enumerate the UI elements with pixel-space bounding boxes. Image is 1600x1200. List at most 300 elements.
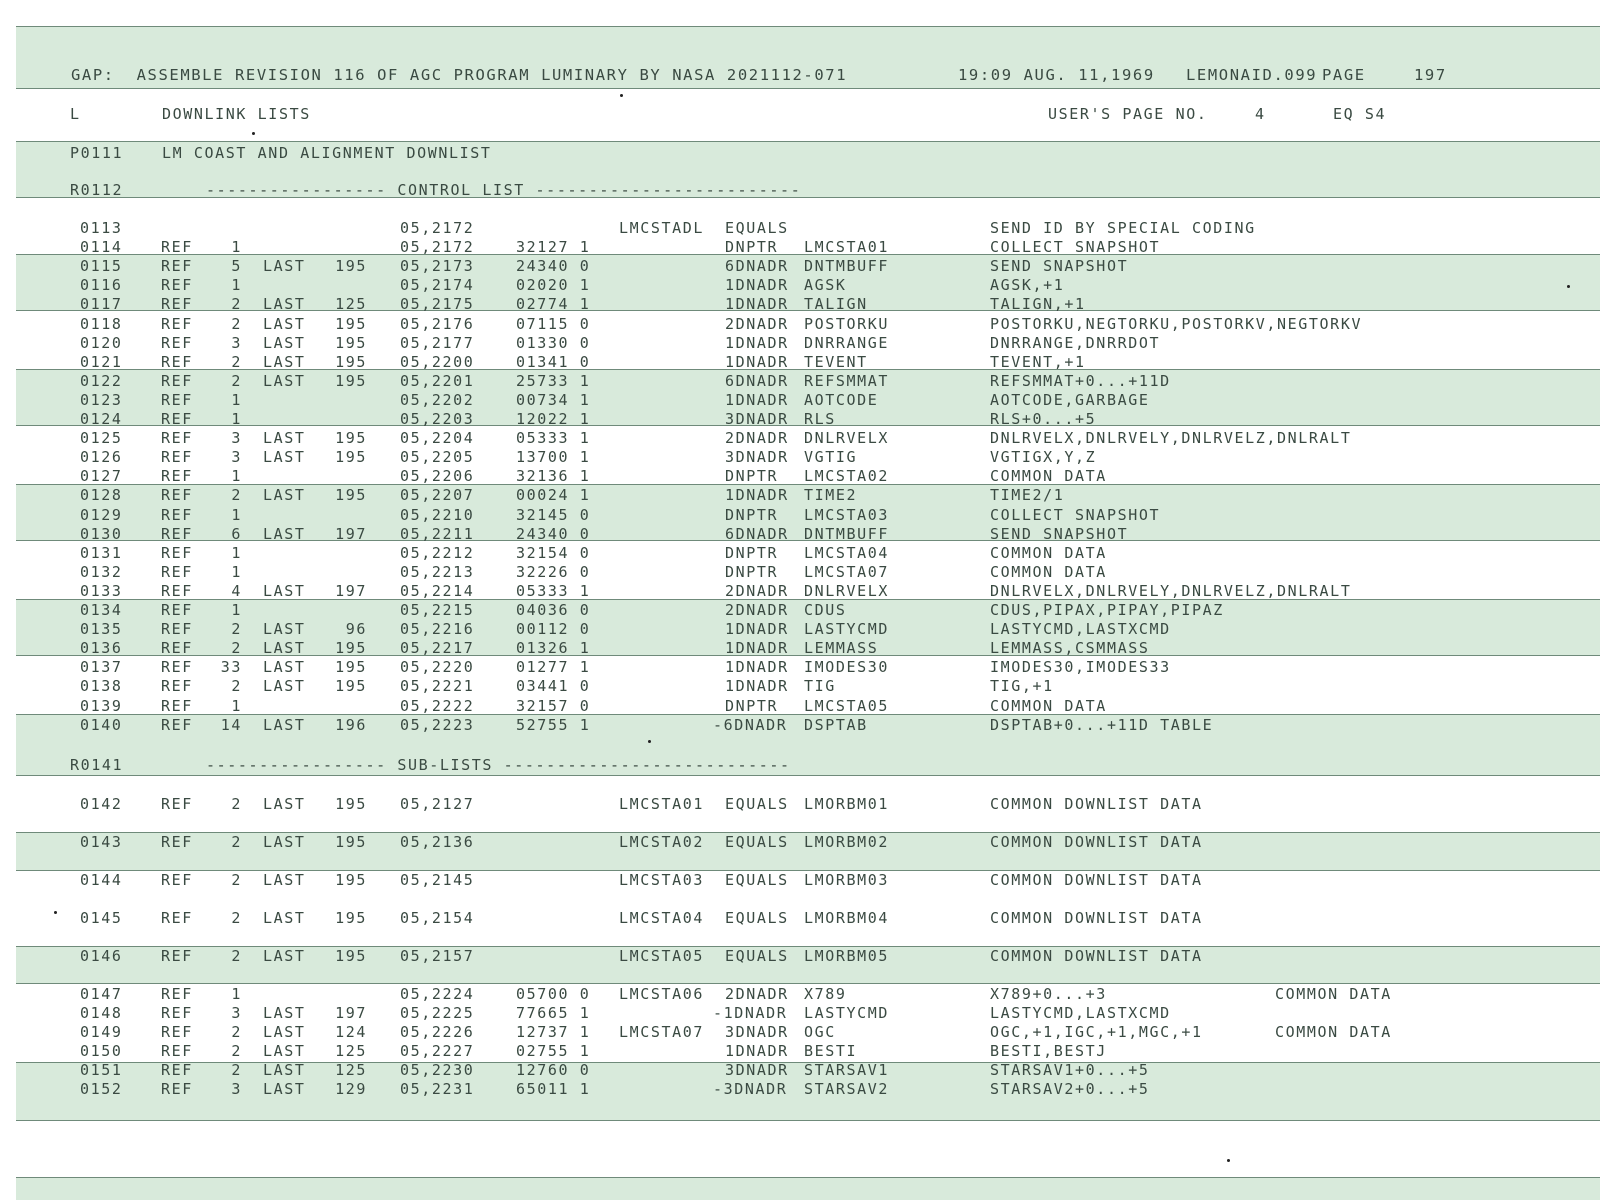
opcode: 1DNADR	[725, 677, 789, 696]
address: 05,2173	[400, 257, 475, 276]
operand: LMCSTA07	[804, 562, 890, 581]
ref-count: 2	[231, 795, 242, 813]
operand: REFSMMAT	[804, 371, 890, 390]
line-number: 0132	[80, 562, 123, 581]
band-rule	[16, 141, 1600, 142]
line-number: 0151	[80, 1061, 123, 1079]
last-label: LAST	[263, 448, 306, 467]
address: 05,2211	[400, 524, 475, 543]
ref-label: REF	[161, 795, 193, 813]
line-number: 0130	[80, 524, 123, 543]
comment: COMMON DOWNLIST DATA	[990, 909, 1203, 927]
operand: VGTIG	[804, 448, 858, 467]
last-label: LAST	[263, 795, 306, 813]
last-page: 195	[335, 486, 367, 505]
address: 05,2227	[400, 1042, 475, 1060]
comment: LASTYCMD,LASTXCMD	[990, 620, 1171, 639]
operand: LMORBM01	[804, 795, 890, 813]
opcode: 3DNADR	[725, 410, 789, 428]
operand: LASTYCMD	[804, 1004, 890, 1022]
opcode: 3DNADR	[725, 448, 789, 467]
line-number: 0138	[80, 677, 123, 696]
octal-word: 32127 1	[516, 238, 591, 257]
octal-word: 24340 0	[516, 257, 591, 276]
opcode: -6DNADR	[713, 715, 788, 734]
address: 05,2220	[400, 658, 475, 677]
symbol-label: LMCSTA06	[619, 985, 705, 1003]
comment: POSTORKU,NEGTORKU,POSTORKV,NEGTORKV	[990, 314, 1363, 333]
control-list-heading: ----------------- CONTROL LIST -------------------------	[206, 181, 802, 199]
ref-label: REF	[161, 620, 193, 639]
symbol-label: LMCSTA03	[619, 871, 705, 889]
ref-count: 2	[231, 295, 242, 314]
last-page: 197	[335, 1004, 367, 1022]
comment: TALIGN,+1	[990, 295, 1086, 314]
line-number: 0125	[80, 429, 123, 448]
ref-label: REF	[161, 238, 193, 257]
octal-word: 05333 1	[516, 429, 591, 448]
last-label: LAST	[263, 871, 306, 889]
opcode: 1DNADR	[725, 486, 789, 505]
band-rule	[16, 88, 1600, 89]
address: 05,2154	[400, 909, 475, 927]
opcode: 3DNADR	[725, 1061, 789, 1079]
operand: IMODES30	[804, 658, 890, 677]
address: 05,2204	[400, 429, 475, 448]
address: 05,2175	[400, 295, 475, 314]
line-number: 0139	[80, 696, 123, 715]
line-number: 0145	[80, 909, 123, 927]
octal-word: 12022 1	[516, 410, 591, 428]
comment: STARSAV2+0...+5	[990, 1080, 1150, 1098]
last-label: LAST	[263, 1080, 306, 1098]
last-page: 195	[335, 639, 367, 658]
print-speck	[648, 740, 651, 743]
address: 05,2206	[400, 467, 475, 486]
octal-word: 65011 1	[516, 1080, 591, 1098]
ref-count: 2	[231, 833, 242, 851]
last-label: LAST	[263, 581, 306, 600]
line-number: 0134	[80, 601, 123, 619]
opcode: -3DNADR	[713, 1080, 788, 1098]
page-title-number: P0111	[70, 144, 124, 162]
opcode: DNPTR	[725, 238, 779, 257]
user-page-label: USER'S PAGE NO.	[1048, 105, 1208, 123]
print-speck	[54, 911, 57, 914]
operand: DNLRVELX	[804, 581, 890, 600]
last-page: 195	[335, 677, 367, 696]
address: 05,2127	[400, 795, 475, 813]
sub-lists-heading: ----------------- SUB-LISTS ---------------------------	[206, 756, 791, 774]
user-page-number: 4	[1255, 105, 1266, 123]
ref-label: REF	[161, 505, 193, 524]
line-number: 0129	[80, 505, 123, 524]
octal-word: 00024 1	[516, 486, 591, 505]
opcode: 2DNADR	[725, 601, 789, 619]
last-label: LAST	[263, 352, 306, 371]
last-page: 125	[335, 295, 367, 314]
ref-label: REF	[161, 696, 193, 715]
extra-comment: COMMON DATA	[1275, 985, 1392, 1003]
operand: DNRRANGE	[804, 333, 890, 352]
address: 05,2223	[400, 715, 475, 734]
ref-label: REF	[161, 581, 193, 600]
last-page: 195	[335, 658, 367, 677]
comment: LEMMASS,CSMMASS	[990, 639, 1150, 658]
ref-label: REF	[161, 333, 193, 352]
octal-word: 32145 0	[516, 505, 591, 524]
comment: COMMON DOWNLIST DATA	[990, 833, 1203, 851]
last-page: 125	[335, 1042, 367, 1060]
operand: LASTYCMD	[804, 620, 890, 639]
last-label: LAST	[263, 257, 306, 276]
ref-count: 3	[231, 1080, 242, 1098]
address: 05,2157	[400, 947, 475, 965]
ref-label: REF	[161, 1004, 193, 1022]
operand: TIME2	[804, 486, 858, 505]
last-label: LAST	[263, 333, 306, 352]
opcode: 1DNADR	[725, 1042, 789, 1060]
comment: COLLECT SNAPSHOT	[990, 238, 1161, 257]
line-number: 0136	[80, 639, 123, 658]
opcode: DNPTR	[725, 467, 779, 486]
opcode: 1DNADR	[725, 658, 789, 677]
ref-count: 2	[231, 1061, 242, 1079]
ref-count: 3	[231, 429, 242, 448]
address: 05,2205	[400, 448, 475, 467]
operand: AGSK	[804, 276, 847, 295]
octal-word: 32226 0	[516, 562, 591, 581]
line-number: 0128	[80, 486, 123, 505]
last-page: 196	[335, 715, 367, 734]
opcode: EQUALS	[725, 871, 789, 889]
ref-count: 2	[231, 677, 242, 696]
line-number: 0133	[80, 581, 123, 600]
octal-word: 02020 1	[516, 276, 591, 295]
operand: DNTMBUFF	[804, 257, 890, 276]
last-page: 195	[335, 833, 367, 851]
octal-word: 12737 1	[516, 1023, 591, 1041]
line-number: 0131	[80, 543, 123, 562]
paper-band	[16, 1177, 1600, 1200]
opcode: EQUALS	[725, 219, 789, 237]
ref-count: 1	[231, 562, 242, 581]
address: 05,2136	[400, 833, 475, 851]
comment: COMMON DATA	[990, 467, 1107, 486]
opcode: 2DNADR	[725, 314, 789, 333]
ref-count: 14	[220, 715, 242, 734]
comment: DNRRANGE,DNRRDOT	[990, 333, 1161, 352]
ref-label: REF	[161, 295, 193, 314]
ref-label: REF	[161, 390, 193, 409]
symbol-label: LMCSTA01	[619, 795, 705, 813]
line-number: 0147	[80, 985, 123, 1003]
address: 05,2221	[400, 677, 475, 696]
line-number: 0114	[80, 238, 123, 257]
operand: OGC	[804, 1023, 836, 1041]
line-number: 0115	[80, 257, 123, 276]
line-number: 0113	[80, 219, 123, 237]
address: 05,2177	[400, 333, 475, 352]
ref-count: 1	[231, 985, 242, 1003]
opcode: 1DNADR	[725, 276, 789, 295]
comment: COMMON DOWNLIST DATA	[990, 871, 1203, 889]
ref-count: 2	[231, 639, 242, 658]
last-label: LAST	[263, 524, 306, 543]
operand: DNTMBUFF	[804, 524, 890, 543]
comment: CDUS,PIPAX,PIPAY,PIPAZ	[990, 601, 1224, 619]
operand: LMORBM02	[804, 833, 890, 851]
opcode: -1DNADR	[713, 1004, 788, 1022]
ref-label: REF	[161, 486, 193, 505]
last-label: LAST	[263, 909, 306, 927]
opcode: 2DNADR	[725, 429, 789, 448]
comment: BESTI,BESTJ	[990, 1042, 1107, 1060]
comment: DNLRVELX,DNLRVELY,DNLRVELZ,DNLRALT	[990, 429, 1352, 448]
comment: TEVENT,+1	[990, 352, 1086, 371]
operand: TIG	[804, 677, 836, 696]
last-page: 195	[335, 371, 367, 390]
address: 05,2207	[400, 486, 475, 505]
band-rule	[16, 775, 1600, 776]
ref-count: 2	[231, 371, 242, 390]
address: 05,2174	[400, 276, 475, 295]
opcode: DNPTR	[725, 696, 779, 715]
ref-label: REF	[161, 448, 193, 467]
octal-word: 01330 0	[516, 333, 591, 352]
address: 05,2226	[400, 1023, 475, 1041]
header-page-label: PAGE	[1322, 66, 1366, 84]
operand: LMCSTA05	[804, 696, 890, 715]
ref-label: REF	[161, 639, 193, 658]
octal-word: 00734 1	[516, 390, 591, 409]
ref-count: 1	[231, 238, 242, 257]
last-page: 195	[335, 448, 367, 467]
ref-label: REF	[161, 1023, 193, 1041]
ref-count: 1	[231, 467, 242, 486]
line-number: 0152	[80, 1080, 123, 1098]
operand: DNLRVELX	[804, 429, 890, 448]
opcode: 1DNADR	[725, 333, 789, 352]
last-label: LAST	[263, 639, 306, 658]
symbol-label: LMCSTA07	[619, 1023, 705, 1041]
last-label: LAST	[263, 1004, 306, 1022]
ref-label: REF	[161, 715, 193, 734]
address: 05,2214	[400, 581, 475, 600]
ref-count: 1	[231, 601, 242, 619]
line-number: 0137	[80, 658, 123, 677]
comment: DNLRVELX,DNLRVELY,DNLRVELZ,DNLRALT	[990, 581, 1352, 600]
last-page: 195	[335, 333, 367, 352]
line-number: 0148	[80, 1004, 123, 1022]
last-label: LAST	[263, 295, 306, 314]
last-page: 195	[335, 947, 367, 965]
opcode: EQUALS	[725, 795, 789, 813]
last-page: 125	[335, 1061, 367, 1079]
octal-word: 24340 0	[516, 524, 591, 543]
comment: DSPTAB+0...+11D TABLE	[990, 715, 1214, 734]
ref-count: 4	[231, 581, 242, 600]
ref-count: 1	[231, 276, 242, 295]
comment: RLS+0...+5	[990, 410, 1097, 428]
comment: SEND ID BY SPECIAL CODING	[990, 219, 1256, 237]
address: 05,2172	[400, 238, 475, 257]
address: 05,2217	[400, 639, 475, 658]
ref-count: 3	[231, 1004, 242, 1022]
octal-word: 03441 0	[516, 677, 591, 696]
opcode: 6DNADR	[725, 257, 789, 276]
sub-lists-number: R0141	[70, 756, 124, 774]
line-number: 0127	[80, 467, 123, 486]
address: 05,2216	[400, 620, 475, 639]
comment: VGTIGX,Y,Z	[990, 448, 1097, 467]
operand: TEVENT	[804, 352, 868, 371]
symbol-label: LMCSTA05	[619, 947, 705, 965]
comment: STARSAV1+0...+5	[990, 1061, 1150, 1079]
line-number: 0117	[80, 295, 123, 314]
line-number: 0121	[80, 352, 123, 371]
comment: OGC,+1,IGC,+1,MGC,+1	[990, 1023, 1203, 1041]
ref-label: REF	[161, 314, 193, 333]
ref-label: REF	[161, 276, 193, 295]
ref-count: 33	[220, 658, 242, 677]
last-label: LAST	[263, 620, 306, 639]
address: 05,2172	[400, 219, 475, 237]
band-rule	[16, 1177, 1600, 1178]
ref-count: 6	[231, 524, 242, 543]
ref-label: REF	[161, 429, 193, 448]
print-speck	[1227, 1159, 1230, 1162]
line-number: 0146	[80, 947, 123, 965]
operand: LMORBM04	[804, 909, 890, 927]
octal-word: 25733 1	[516, 371, 591, 390]
address: 05,2145	[400, 871, 475, 889]
line-number: 0118	[80, 314, 123, 333]
operand: LMORBM05	[804, 947, 890, 965]
octal-word: 05333 1	[516, 581, 591, 600]
ref-count: 2	[231, 1042, 242, 1060]
control-list-number: R0112	[70, 181, 124, 199]
operand: BESTI	[804, 1042, 858, 1060]
address: 05,2212	[400, 543, 475, 562]
line-number: 0142	[80, 795, 123, 813]
comment: COMMON DATA	[990, 562, 1107, 581]
comment: AOTCODE,GARBAGE	[990, 390, 1150, 409]
address: 05,2176	[400, 314, 475, 333]
opcode: EQUALS	[725, 909, 789, 927]
ref-count: 2	[231, 871, 242, 889]
band-rule	[16, 26, 1600, 27]
ref-count: 1	[231, 390, 242, 409]
octal-word: 01277 1	[516, 658, 591, 677]
ref-count: 1	[231, 410, 242, 428]
octal-word: 32136 1	[516, 467, 591, 486]
operand: LEMMASS	[804, 639, 879, 658]
octal-word: 13700 1	[516, 448, 591, 467]
address: 05,2225	[400, 1004, 475, 1022]
ref-label: REF	[161, 909, 193, 927]
last-label: LAST	[263, 677, 306, 696]
header-page-number: 197	[1414, 66, 1447, 84]
opcode: DNPTR	[725, 562, 779, 581]
print-speck	[252, 132, 255, 135]
section-title: DOWNLINK LISTS	[162, 105, 311, 123]
ref-count: 2	[231, 1023, 242, 1041]
header-timestamp: 19:09 AUG. 11,1969	[958, 66, 1155, 84]
line-number: 0135	[80, 620, 123, 639]
opcode: EQUALS	[725, 833, 789, 851]
opcode: DNPTR	[725, 543, 779, 562]
ref-count: 3	[231, 333, 242, 352]
operand: TALIGN	[804, 295, 868, 314]
octal-word: 12760 0	[516, 1061, 591, 1079]
ref-label: REF	[161, 658, 193, 677]
operand: AOTCODE	[804, 390, 879, 409]
last-label: LAST	[263, 486, 306, 505]
ref-label: REF	[161, 257, 193, 276]
last-label: LAST	[263, 371, 306, 390]
ref-label: REF	[161, 871, 193, 889]
last-label: LAST	[263, 429, 306, 448]
last-page: 129	[335, 1080, 367, 1098]
operand: CDUS	[804, 601, 847, 619]
comment: SEND SNAPSHOT	[990, 524, 1129, 543]
line-number: 0140	[80, 715, 123, 734]
comment: COMMON DATA	[990, 543, 1107, 562]
ref-label: REF	[161, 985, 193, 1003]
last-page: 197	[335, 581, 367, 600]
opcode: 2DNADR	[725, 581, 789, 600]
line-number: 0144	[80, 871, 123, 889]
comment: TIME2/1	[990, 486, 1065, 505]
address: 05,2213	[400, 562, 475, 581]
log-letter: L	[70, 105, 81, 123]
operand: STARSAV1	[804, 1061, 890, 1079]
ref-count: 2	[231, 314, 242, 333]
symbol-label: LMCSTA04	[619, 909, 705, 927]
octal-word: 77665 1	[516, 1004, 591, 1022]
line-number: 0124	[80, 410, 123, 428]
address: 05,2201	[400, 371, 475, 390]
last-label: LAST	[263, 658, 306, 677]
octal-word: 02755 1	[516, 1042, 591, 1060]
octal-word: 04036 0	[516, 601, 591, 619]
last-label: LAST	[263, 833, 306, 851]
ref-label: REF	[161, 467, 193, 486]
symbol-label: LMCSTA02	[619, 833, 705, 851]
operand: STARSAV2	[804, 1080, 890, 1098]
last-page: 195	[335, 352, 367, 371]
last-label: LAST	[263, 715, 306, 734]
opcode: 6DNADR	[725, 524, 789, 543]
ref-label: REF	[161, 410, 193, 428]
last-page: 195	[335, 909, 367, 927]
address: 05,2203	[400, 410, 475, 428]
last-label: LAST	[263, 1023, 306, 1041]
operand: LMCSTA02	[804, 467, 890, 486]
ref-count: 1	[231, 696, 242, 715]
line-number: 0126	[80, 448, 123, 467]
octal-word: 01341 0	[516, 352, 591, 371]
operand: LMCSTA01	[804, 238, 890, 257]
address: 05,2230	[400, 1061, 475, 1079]
ref-count: 3	[231, 448, 242, 467]
ref-label: REF	[161, 524, 193, 543]
opcode: 1DNADR	[725, 295, 789, 314]
last-page: 195	[335, 314, 367, 333]
header-program-line: GAP: ASSEMBLE REVISION 116 OF AGC PROGRAM LUMINARY BY NASA 2021112-071	[71, 66, 848, 84]
last-page: 195	[335, 429, 367, 448]
